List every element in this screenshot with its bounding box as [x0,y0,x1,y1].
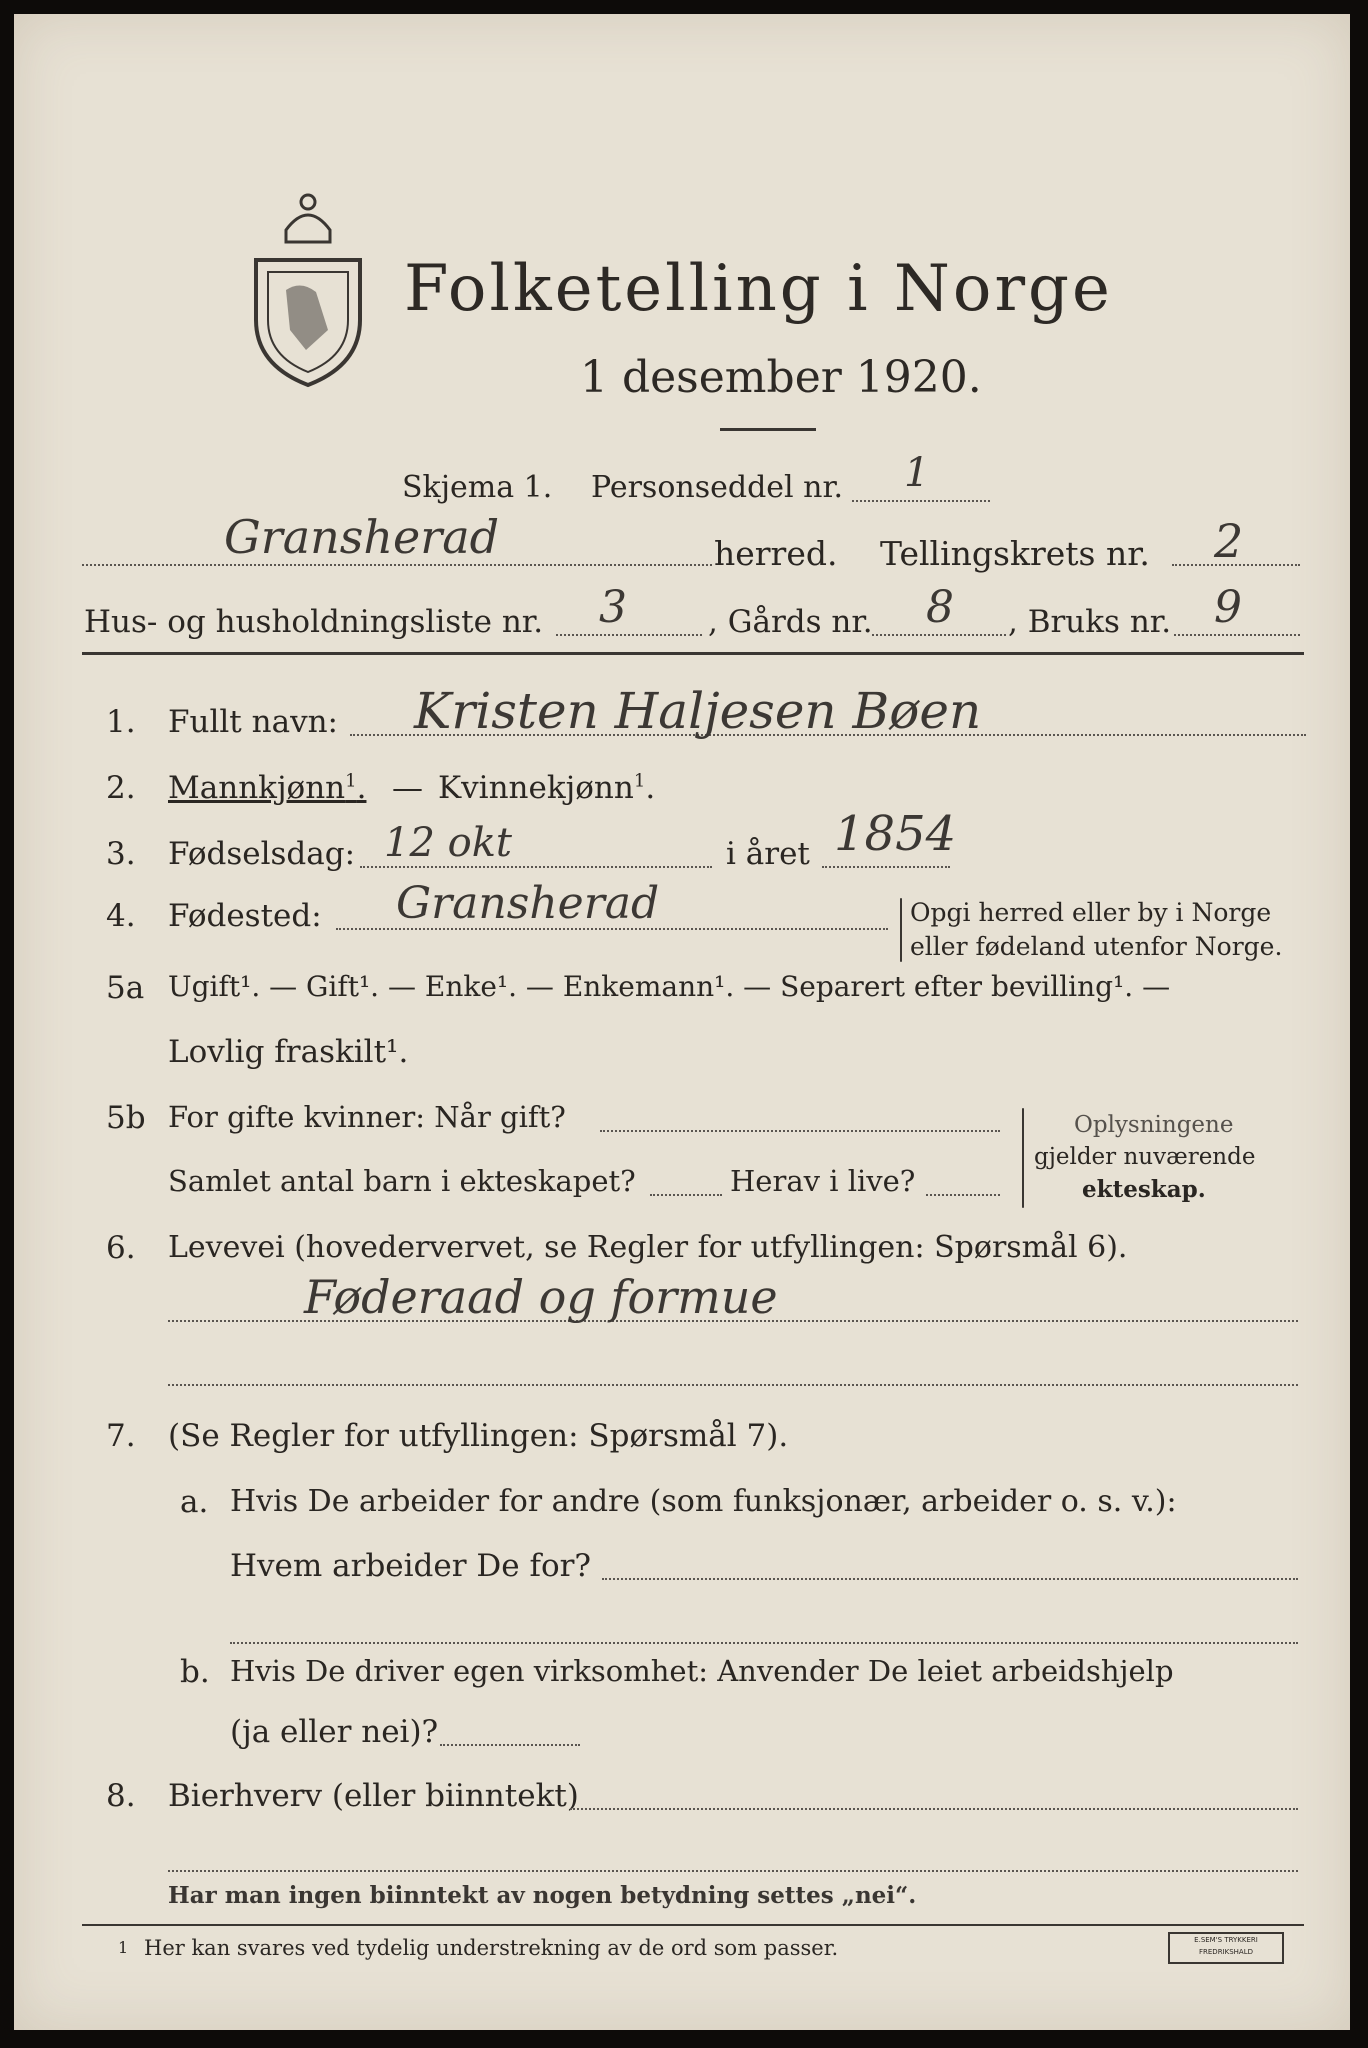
bruks-value: 9 [1214,582,1242,633]
q5b-note3: ekteskap. [1082,1176,1206,1203]
hus-value: 3 [599,582,627,633]
q8-label: Bierhverv (eller biinntekt) [168,1778,579,1814]
q7-label: (Se Regler for utfyllingen: Spørsmål 7). [168,1418,789,1454]
q8-line2 [168,1870,1298,1872]
q4-number: 4. [106,898,136,934]
gards-line [872,634,1006,636]
footnote-sup: 1 [345,770,357,792]
footnote-sup: 1 [633,770,646,792]
q1-number: 1. [106,704,136,740]
q7b-line1: Hvis De driver egen virksomhet: Anvender De leiet arbeidshjelp [230,1654,1174,1688]
q5b-note-brace [1022,1108,1024,1208]
q5b-note2: gjelder nuværende [1034,1144,1256,1170]
q4-note-line2: eller fødeland utenfor Norge. [910,932,1283,961]
q7a-line [602,1578,1298,1580]
printer-line1: E.SEM'S TRYKKERI [1194,1936,1258,1944]
footer-note: Har man ingen biinntekt av nogen betydning settes „nei“. [168,1882,917,1909]
q8-number: 8. [106,1778,136,1814]
q7a-line1: Hvis De arbeider for andre (som funksjonær, arbeider o. s. v.): [230,1484,1177,1519]
q4-label: Fødested: [168,898,322,934]
q7b-line2: (ja eller nei)? [230,1714,439,1750]
q6-label: Levevei (hovedervervet, se Regler for utfyllingen: Spørsmål 6). [168,1230,1128,1265]
census-form [14,14,1350,2030]
q5b-alive-line [926,1194,1000,1196]
q6-value: Føderaad og formue [304,1270,778,1324]
q7b-letter: b. [180,1654,210,1690]
q1-label: Fullt navn: [168,704,338,740]
bruks-label: , Bruks nr. [1008,604,1172,640]
q5a-number: 5a [106,970,145,1006]
personseddel-value: 1 [904,450,930,496]
q7-number: 7. [106,1418,136,1454]
q2-female: Kvinnekjønn$^1$. [438,770,656,806]
gards-label: , Gårds nr. [708,604,873,640]
herred-label: herred. [714,534,838,573]
q5b-line2a: Samlet antal barn i ekteskapet? [168,1164,636,1198]
q3-year-value: 1854 [834,806,957,862]
q3-year-label: i året [726,836,810,872]
q4-value: Gransherad [396,878,660,929]
q5b-line1: For gifte kvinner: Når gift? [168,1100,566,1134]
herred-line [82,564,712,566]
q2-sep: — [392,770,423,806]
tellingskrets-value: 2 [1214,514,1244,568]
q5b-number: 5b [106,1100,146,1136]
q2-number: 2. [106,770,136,806]
q3-label: Fødselsdag: [168,836,356,872]
title-divider [720,428,816,431]
q3-line [360,866,712,868]
form-date: 1 desember 1920. [580,352,982,403]
q7b-line [440,1744,580,1746]
herred-value: Gransherad [224,510,500,564]
form-title: Folketelling i Norge [404,252,1113,326]
q5b-note1: Oplysningene [1074,1112,1234,1138]
q5b-line2b: Herav i live? [730,1164,916,1198]
q3-value: 12 okt [384,820,513,866]
q7a-line-extra [230,1642,1298,1644]
q7a-letter: a. [180,1484,209,1520]
q4-note-brace [900,898,902,962]
coat-of-arms-icon [246,180,370,392]
gards-value: 8 [926,582,954,633]
footnote-mark: 1 [118,1938,129,1957]
printer-mark [1168,1932,1284,1964]
personseddel-line [852,500,990,502]
personseddel-label: Personseddel nr. [591,470,844,505]
q5b-children-line [650,1194,722,1196]
hus-line [556,634,702,636]
q3-year-line [822,866,950,868]
bruks-line [1174,634,1300,636]
printer-line2: FREDRIKSHALD [1198,1948,1253,1956]
q5a-line2: Lovlig fraskilt¹. [168,1034,409,1070]
q6-number: 6. [106,1230,136,1266]
q6-line2 [168,1384,1298,1386]
q3-number: 3. [106,836,136,872]
q2-male: Mannkjønn$^1$. [168,770,367,806]
q4-note-line1: Opgi herred eller by i Norge [910,898,1272,927]
skjema-label: Skjema 1. [402,470,553,505]
q5b-married-line [600,1130,1000,1132]
header-rule [82,652,1304,655]
q1-value: Kristen Haljesen Bøen [414,682,982,740]
tellingskrets-label: Tellingskrets nr. [880,534,1150,573]
hus-label: Hus- og husholdningsliste nr. [84,604,544,640]
q7a-line2: Hvem arbeider De for? [230,1548,592,1584]
footnote-text: Her kan svares ved tydelig understrekning av de ord som passer. [144,1936,839,1960]
q5a-line1: Ugift¹. — Gift¹. — Enke¹. — Enkemann¹. — Separert efter bevilling¹. — [168,970,1171,1003]
q8-line1 [570,1808,1298,1810]
footer-rule [82,1924,1304,1926]
